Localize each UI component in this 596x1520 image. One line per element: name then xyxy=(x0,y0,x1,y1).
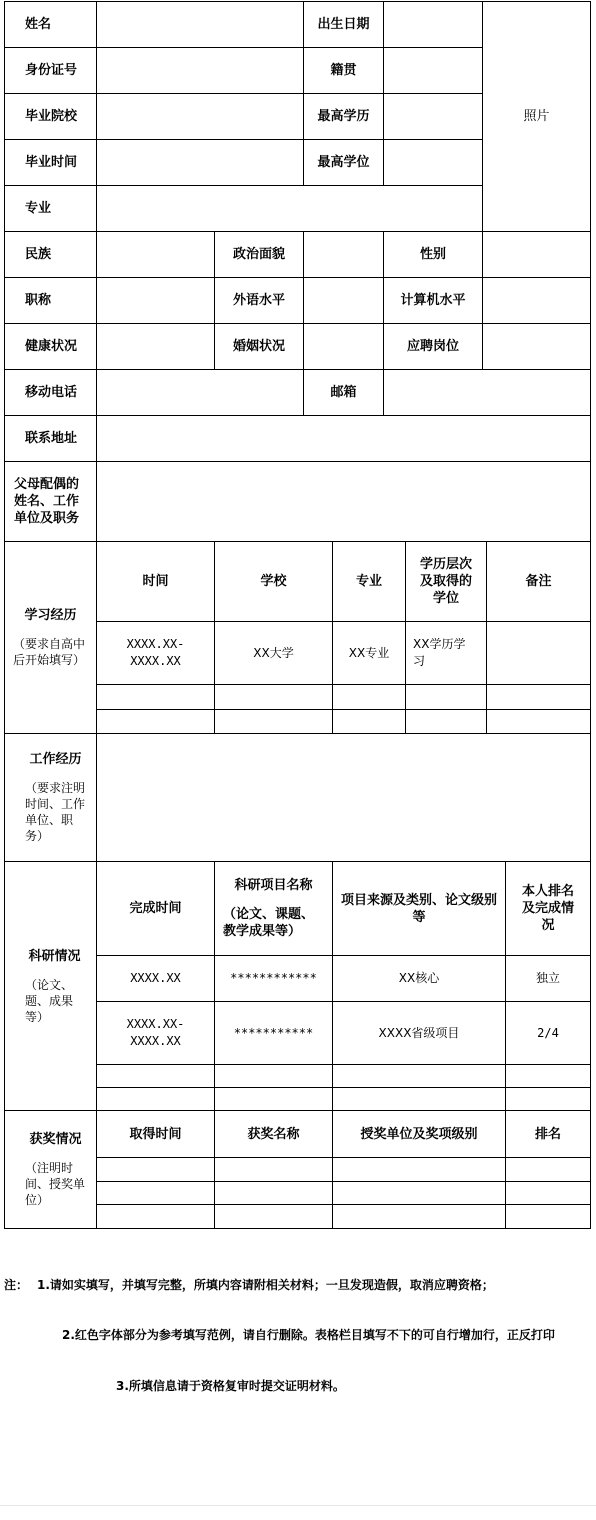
field-highest-education[interactable] xyxy=(384,94,482,139)
field-birth-date[interactable] xyxy=(384,2,482,47)
note-line-2: 2.红色字体部分为参考填写范例，请自行删除。表格栏目填写不下的可自行增加行，正反打印 xyxy=(62,1328,555,1342)
field-health[interactable] xyxy=(97,324,214,369)
label-position: 应聘岗位 xyxy=(406,339,459,354)
field-address[interactable] xyxy=(97,416,590,461)
award-header-time: 取得时间 xyxy=(129,1126,182,1142)
field-political-status[interactable] xyxy=(304,232,383,277)
award-header-rank: 排名 xyxy=(534,1126,561,1142)
label-gender: 性别 xyxy=(419,247,446,262)
research-header-rank: 本人排名及完成情况 xyxy=(521,884,574,933)
research-row1-source[interactable]: XX核心 xyxy=(398,971,440,985)
research-row2-rank[interactable]: 2/4 xyxy=(537,1025,559,1040)
study-title: 学习经历 xyxy=(24,608,77,623)
label-political-status: 政治面貌 xyxy=(232,247,285,262)
label-mobile: 移动电话 xyxy=(25,385,78,400)
research-row1-time[interactable]: XXXX.XX xyxy=(130,971,181,985)
section-award-label xyxy=(5,1111,96,1228)
study-header-degree: 学历层次及取得的学位 xyxy=(419,557,472,606)
field-marital[interactable] xyxy=(304,324,383,369)
study-header-major: 专业 xyxy=(355,574,382,589)
label-email: 邮箱 xyxy=(330,385,357,400)
field-gender[interactable] xyxy=(483,232,590,277)
label-school: 毕业院校 xyxy=(25,109,78,124)
section-research-label xyxy=(5,862,96,1110)
notes-prefix: 注： xyxy=(4,1278,29,1292)
field-grad-time[interactable] xyxy=(97,140,303,185)
label-name: 姓名 xyxy=(25,17,52,32)
research-header-source: 项目来源及类别、论文级别等 xyxy=(341,892,498,925)
field-name[interactable] xyxy=(97,2,303,47)
research-title: 科研情况 xyxy=(28,948,81,964)
field-school[interactable] xyxy=(97,94,303,139)
label-major: 专业 xyxy=(25,201,52,216)
label-family-text: 父母配偶的姓名、工作单位及职务 xyxy=(14,477,80,526)
section-study-label xyxy=(5,542,96,733)
label-family xyxy=(5,462,96,541)
study-row1-time[interactable]: XXXX.XX-XXXX.XX xyxy=(126,637,185,668)
research-header-project-title: 科研项目名称 xyxy=(234,878,313,893)
field-native-place[interactable] xyxy=(384,48,482,93)
award-header-name: 获奖名称 xyxy=(247,1126,300,1142)
field-ethnicity[interactable] xyxy=(97,232,214,277)
label-id-number: 身份证号 xyxy=(25,63,78,78)
research-header-time: 完成时间 xyxy=(129,901,182,916)
field-mobile[interactable] xyxy=(97,370,303,415)
label-address: 联系地址 xyxy=(25,431,78,446)
label-highest-degree: 最高学位 xyxy=(317,155,370,170)
research-header-project xyxy=(215,862,332,955)
field-work[interactable] xyxy=(97,734,590,861)
section-work-label xyxy=(5,734,96,861)
label-marital: 婚姻状况 xyxy=(232,339,285,354)
study-header-remark: 备注 xyxy=(525,574,552,589)
field-major[interactable] xyxy=(97,186,482,231)
work-title: 工作经历 xyxy=(29,752,82,767)
label-title: 职称 xyxy=(25,293,52,308)
award-title: 获奖情况 xyxy=(29,1132,82,1147)
research-subtitle: （论文、题、成果等） xyxy=(25,977,74,1024)
label-computer-level: 计算机水平 xyxy=(400,293,466,308)
award-subtitle: （注明时间、授奖单位） xyxy=(25,1161,86,1207)
label-ethnicity: 民族 xyxy=(25,247,52,262)
research-row2-source[interactable]: XXXX省级项目 xyxy=(378,1025,460,1040)
label-foreign-language: 外语水平 xyxy=(232,293,285,308)
field-computer-level[interactable] xyxy=(483,278,590,323)
label-highest-education: 最高学历 xyxy=(317,109,370,124)
photo-label: 照片 xyxy=(523,109,550,124)
note-line-3: 3.所填信息请于资格复审时提交证明材料。 xyxy=(116,1379,345,1393)
study-row1-degree[interactable]: XX学历学习 xyxy=(413,637,466,668)
award-header-unit: 授奖单位及奖项级别 xyxy=(360,1126,478,1142)
research-header-project-note: （论文、课题、教学成果等） xyxy=(223,907,315,939)
study-row1-school[interactable]: XX大学 xyxy=(253,645,294,660)
study-header-school: 学校 xyxy=(260,574,287,589)
bottom-divider xyxy=(0,1505,596,1506)
research-row2-time[interactable]: XXXX.XX-XXXX.XX xyxy=(126,1017,185,1048)
field-title[interactable] xyxy=(97,278,214,323)
research-row1-rank[interactable]: 独立 xyxy=(535,971,560,985)
note-line-1: 1.请如实填写，并填写完整，所填内容请附相关材料；一旦发现造假，取消应聘资格； xyxy=(37,1278,494,1292)
label-native-place: 籍贯 xyxy=(330,63,357,78)
research-row2-project[interactable]: *********** xyxy=(233,1025,314,1040)
study-row1-major[interactable]: XX专业 xyxy=(348,645,390,660)
label-health: 健康状况 xyxy=(25,339,78,354)
field-family[interactable] xyxy=(97,462,590,541)
study-row1-remark[interactable] xyxy=(487,622,590,684)
field-position[interactable] xyxy=(483,324,590,369)
work-subtitle: （要求注明时间、工作单位、职务） xyxy=(25,781,86,843)
research-row1-project[interactable]: ************ xyxy=(230,971,317,985)
field-foreign-language[interactable] xyxy=(304,278,383,323)
field-id-number[interactable] xyxy=(97,48,303,93)
field-highest-degree[interactable] xyxy=(384,140,482,185)
study-header-time: 时间 xyxy=(142,574,169,589)
label-grad-time: 毕业时间 xyxy=(25,155,78,170)
field-email[interactable] xyxy=(384,370,590,415)
study-subtitle: （要求自高中后开始填写） xyxy=(13,637,86,667)
photo-box[interactable] xyxy=(483,2,590,231)
label-birth-date: 出生日期 xyxy=(317,17,370,32)
